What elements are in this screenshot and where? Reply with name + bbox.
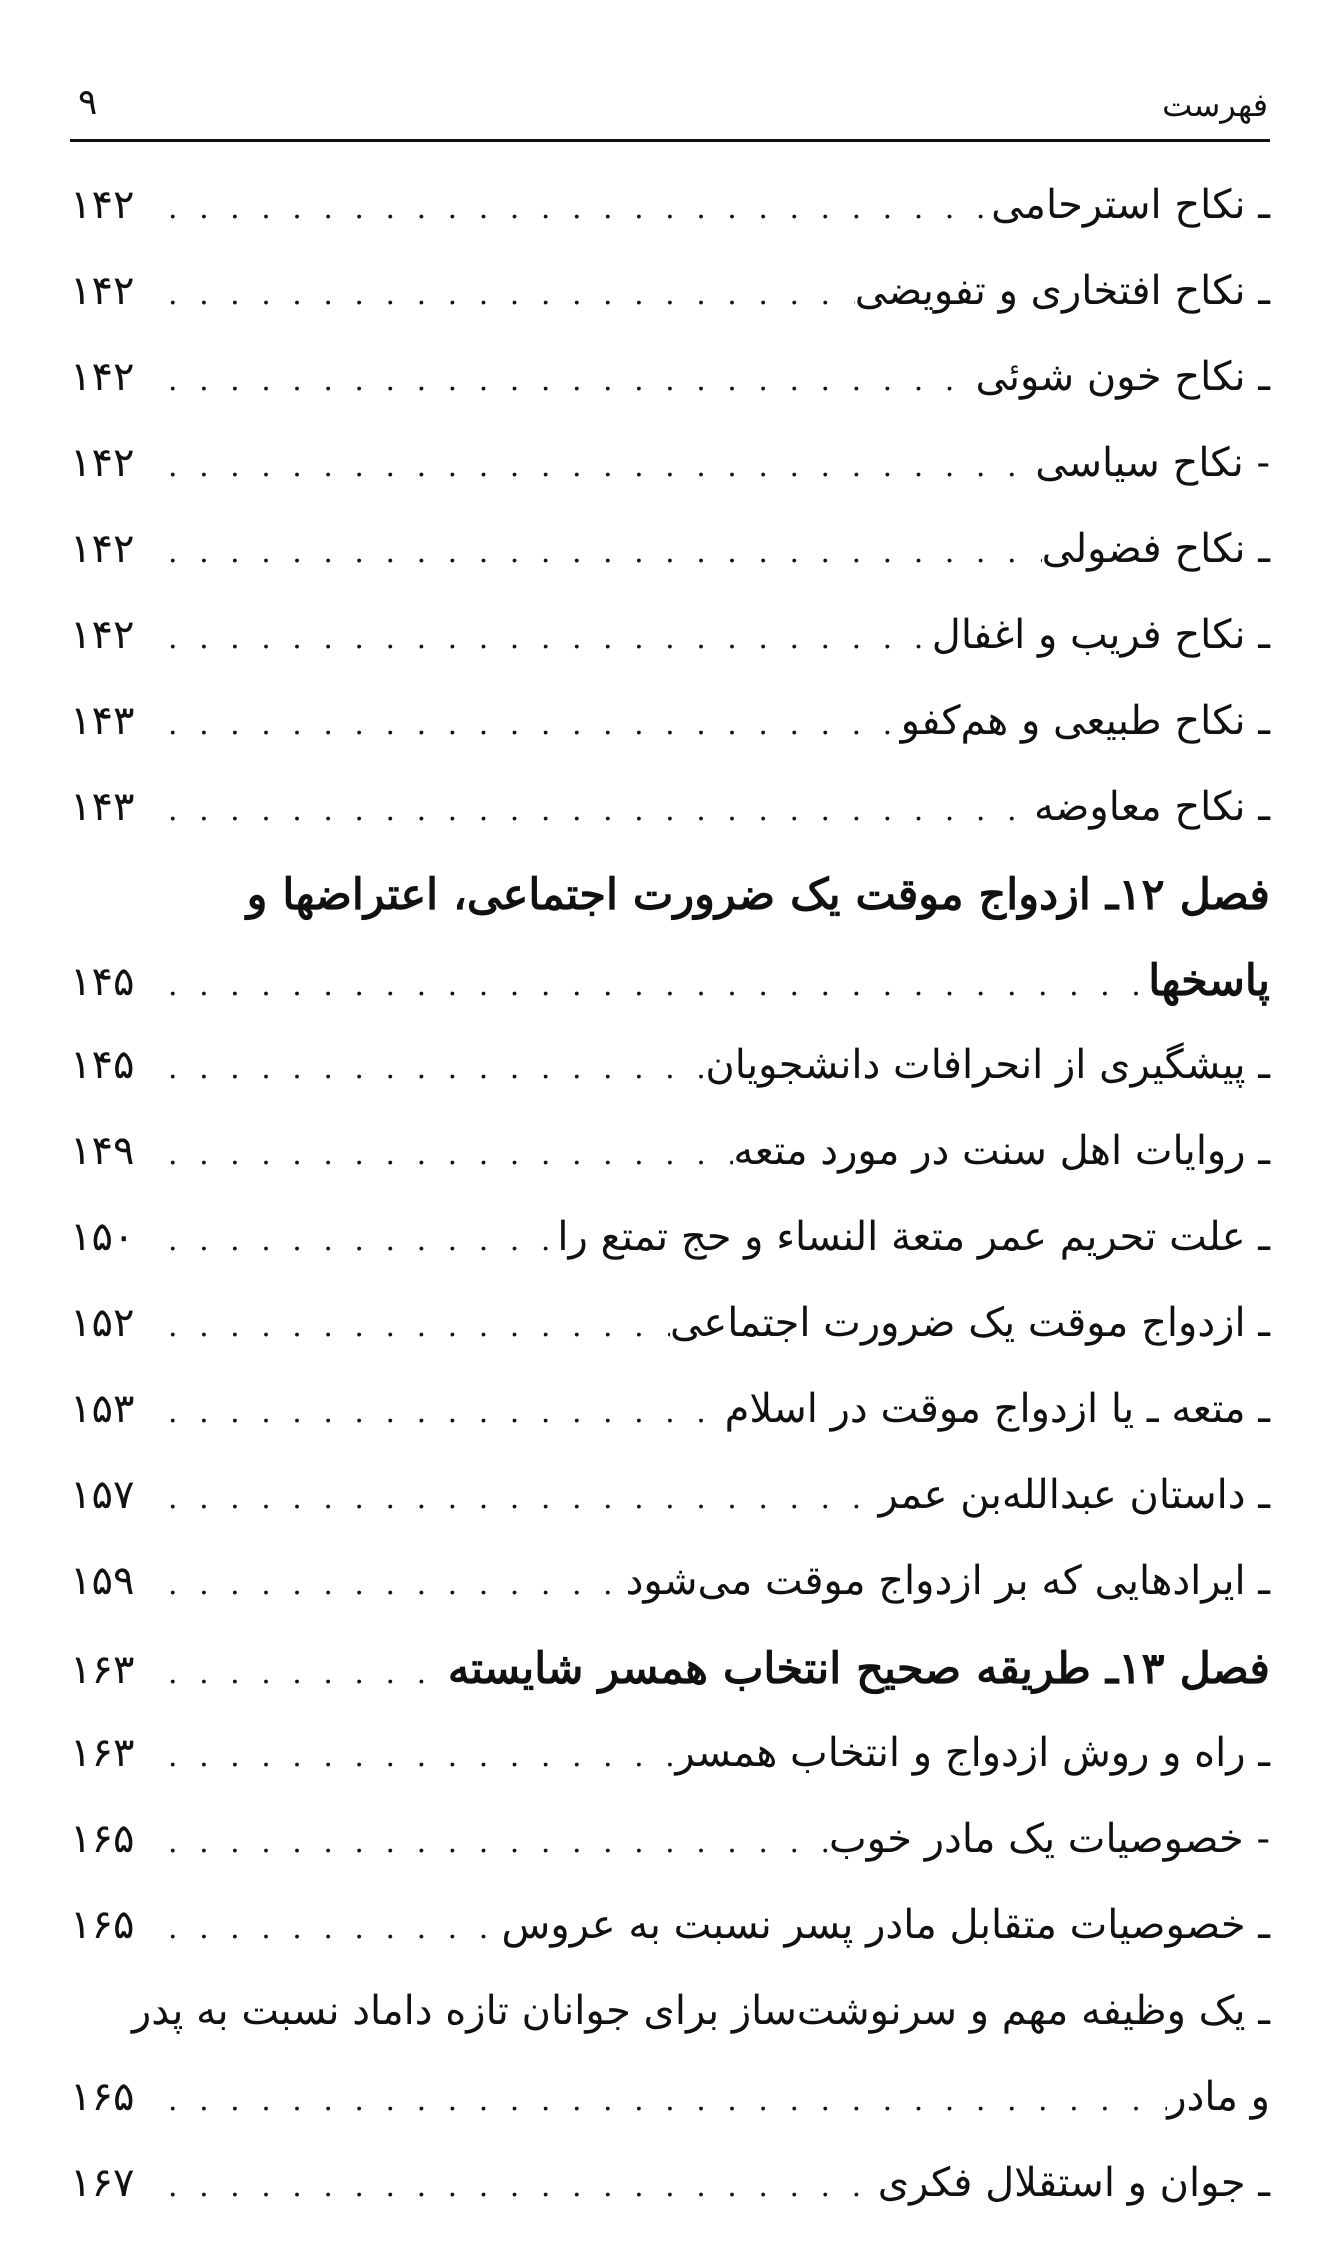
dot-leader: [160, 363, 975, 398]
toc-entry-title: ـ متعه ـ یا ازدواج موقت در اسلام: [724, 1386, 1270, 1432]
toc-entry-page: ۱۶۳: [70, 1730, 135, 1776]
dot-leader: [160, 2083, 1167, 2118]
table-of-contents: [70, 182, 1270, 2246]
toc-entry-title: ـ داستان عبدالله‌بن عمر: [878, 1472, 1270, 1518]
dot-leader: [160, 1911, 502, 1946]
toc-entry-page: ۱۴۲: [70, 354, 135, 400]
toc-entry-page: ۱۶۵: [70, 1816, 135, 1862]
dot-leader: [160, 277, 855, 312]
toc-entry-title: ـ خصوصیات متقابل مادر پسر نسبت به عروس: [501, 1902, 1270, 1948]
toc-entry: [70, 354, 1270, 440]
dot-leader: [160, 1481, 878, 1516]
dot-leader: [160, 1137, 733, 1172]
toc-entry: [70, 526, 1270, 612]
toc-entry-title: ـ علت تحریم عمر متعة النساء و حج تمتع را: [557, 1214, 1270, 1260]
toc-entry-title: ـ نکاح فضولی: [1041, 526, 1270, 572]
toc-entry-title: ـ جوان و استقلال فکری: [877, 2160, 1270, 2206]
dot-leader: [160, 621, 932, 656]
toc-entry: [70, 1558, 1270, 1644]
toc-entry-page: ۱۴۵: [70, 1042, 135, 1088]
toc-entry: [70, 1988, 1270, 2074]
toc-entry: [70, 268, 1270, 354]
toc-entry-title: ـ نکاح افتخاری و تفویضی: [854, 268, 1270, 314]
toc-entry-page: ۱۴۲: [70, 182, 135, 228]
toc-entry-page: ۱۴۳: [70, 784, 135, 830]
toc-entry-page: ۱۶۳: [70, 1647, 135, 1693]
dot-leader: [160, 707, 901, 742]
toc-entry-title: ـ راه و روش ازدواج و انتخاب همسر: [675, 1730, 1270, 1776]
toc-entry: [70, 1472, 1270, 1558]
toc-entry-title: ـ نکاح خون شوئی: [975, 354, 1270, 400]
page-header: [70, 80, 1270, 142]
toc-entry-page: ۱۵۷: [70, 1472, 135, 1518]
toc-entry-page: ۱۴۲: [70, 526, 135, 572]
dot-leader: [160, 1051, 705, 1086]
toc-entry: [70, 1042, 1270, 1128]
toc-entry-page: ۱۶۵: [70, 2074, 135, 2120]
toc-entry: [70, 612, 1270, 698]
toc-entry-title: ـ ایرادهایی که بر ازدواج موقت می‌شود: [625, 1558, 1270, 1604]
toc-entry: [70, 1214, 1270, 1300]
toc-entry-page: ۱۴۵: [70, 959, 135, 1005]
toc-entry-title: ـ یک وظیفه مهم و سرنوشت‌ساز برای جوانان تازه داماد نسبت به پدر: [131, 1988, 1270, 2034]
toc-entry-continued: [70, 2074, 1270, 2160]
toc-entry-page: ۱۴۲: [70, 440, 135, 486]
dot-leader: [160, 1739, 675, 1774]
toc-entry-title: ـ نکاح استرحامی: [991, 182, 1270, 228]
toc-entry-title: ـ ازدواج موقت یک ضرورت اجتماعی: [670, 1300, 1270, 1346]
dot-leader: [160, 1223, 557, 1258]
header-title: فهرست: [1162, 86, 1268, 124]
toc-chapter-heading: [70, 1644, 1270, 1730]
toc-entry-page: ۱۴۲: [70, 612, 135, 658]
dot-leader: [160, 2169, 878, 2204]
toc-entry-page: ۱۴۹: [70, 1128, 135, 1174]
toc-entry: [70, 698, 1270, 784]
toc-page: [70, 0, 1270, 2227]
dot-leader: [160, 1309, 670, 1344]
dot-leader: [160, 1656, 448, 1691]
toc-entry: [70, 784, 1270, 870]
toc-entry-title: - نکاح سیاسی: [1035, 440, 1270, 486]
toc-entry: [70, 182, 1270, 268]
dot-leader: [160, 1395, 725, 1430]
toc-chapter-heading-continued: [70, 956, 1270, 1042]
dot-leader: [160, 535, 1042, 570]
toc-entry-title: ـ پیشگیری از انحرافات دانشجویان: [705, 1042, 1270, 1088]
toc-entry: [70, 2160, 1270, 2246]
toc-entry: [70, 1902, 1270, 1988]
toc-chapter-title: فصل ۱۲ـ ازدواج موقت یک ضرورت اجتماعی، اعتراضها و: [246, 870, 1270, 920]
dot-leader: [160, 968, 1148, 1003]
dot-leader: [160, 449, 1035, 484]
toc-entry-page: ۱۴۳: [70, 698, 135, 744]
toc-entry-page: ۱۵۰: [70, 1214, 135, 1260]
toc-entry-title-continued: و مادر: [1167, 2074, 1270, 2120]
dot-leader: [160, 1567, 626, 1602]
toc-entry-title: ـ نکاح طبیعی و هم‌کفو: [900, 698, 1270, 744]
dot-leader: [160, 1825, 829, 1860]
toc-entry-page: ۱۵۹: [70, 1558, 135, 1604]
toc-entry-title: - خصوصیات یک مادر خوب: [828, 1816, 1270, 1862]
toc-entry-page: ۱۵۲: [70, 1300, 135, 1346]
toc-entry: [70, 1730, 1270, 1816]
toc-entry-title: ـ نکاح معاوضه: [1033, 784, 1270, 830]
toc-entry: [70, 1386, 1270, 1472]
toc-entry: [70, 1816, 1270, 1902]
header-page-number: ۹: [78, 82, 98, 123]
toc-entry-page: ۱۵۳: [70, 1386, 135, 1432]
dot-leader: [160, 793, 1034, 828]
toc-entry-title: ـ روایات اهل سنت در مورد متعه: [733, 1128, 1270, 1174]
dot-leader: [160, 191, 991, 226]
toc-chapter-title-continued: پاسخها: [1148, 956, 1270, 1006]
toc-chapter-heading: [70, 870, 1270, 956]
toc-entry-page: ۱۶۷: [70, 2160, 135, 2206]
toc-chapter-title: فصل ۱۳ـ طریقه صحیح انتخاب همسر شایسته: [447, 1644, 1270, 1694]
toc-entry-page: ۱۶۵: [70, 1902, 135, 1948]
toc-entry-page: ۱۴۲: [70, 268, 135, 314]
toc-entry: [70, 440, 1270, 526]
toc-entry: [70, 1300, 1270, 1386]
toc-entry: [70, 1128, 1270, 1214]
toc-entry-title: ـ نکاح فریب و اغفال: [931, 612, 1270, 658]
